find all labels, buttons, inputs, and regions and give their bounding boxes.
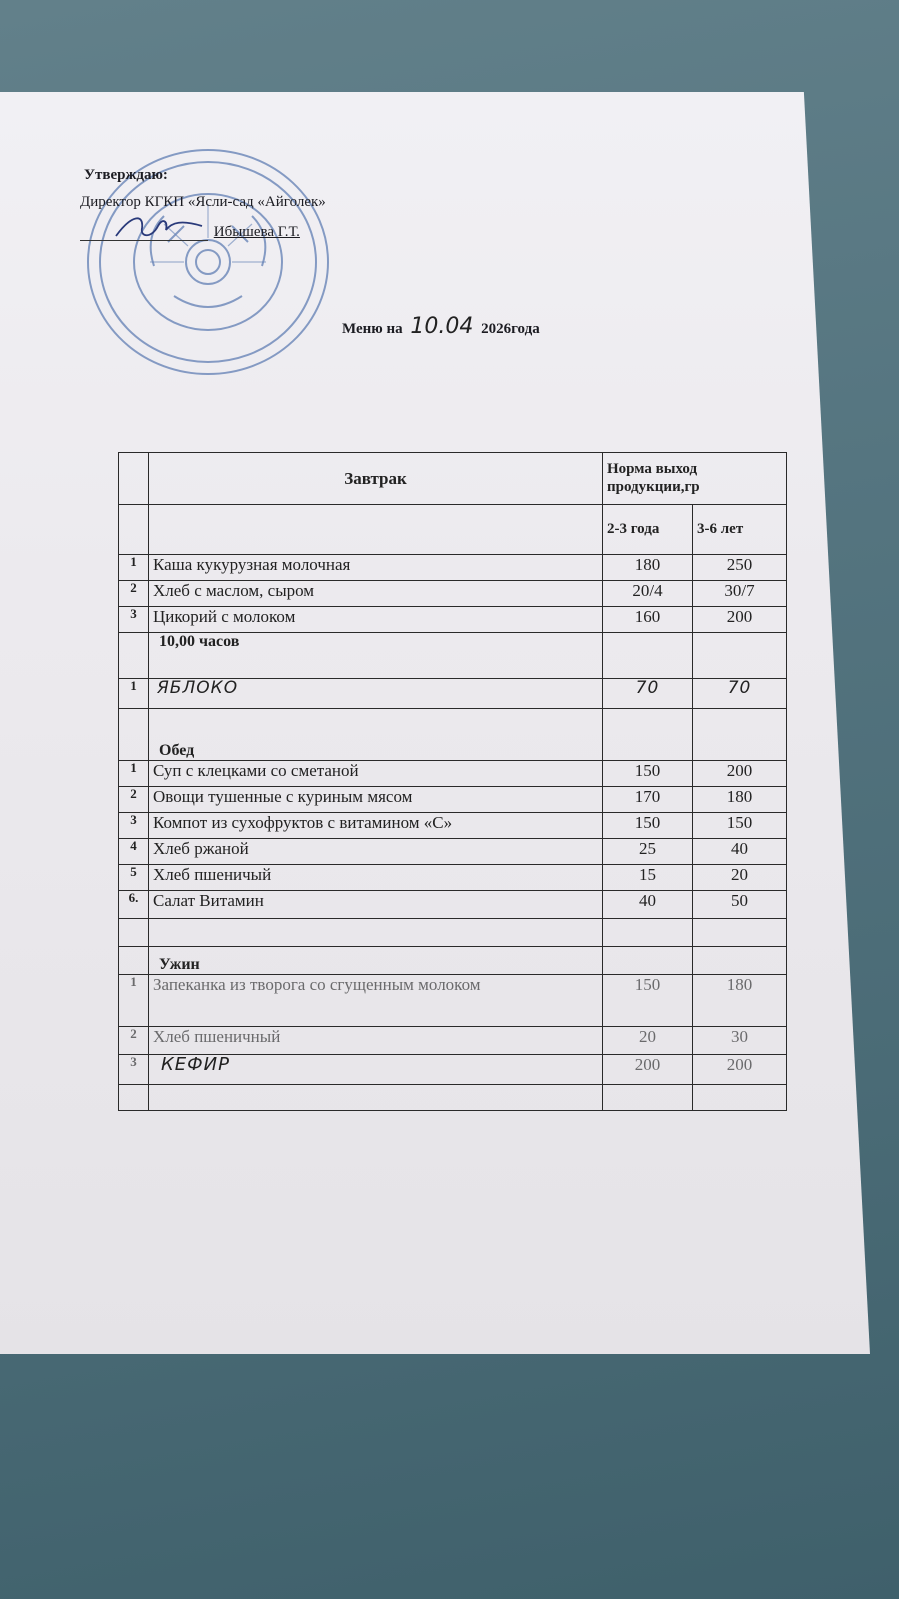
table-row [119, 581, 787, 607]
portion-3-6: 200 [693, 607, 787, 633]
portion-3-6: 20 [693, 865, 787, 891]
table-row [119, 1027, 787, 1055]
empty-cell [693, 633, 787, 679]
portion-2-3: 160 [603, 607, 693, 633]
empty-cell [693, 947, 787, 975]
dish-name: Овощи тушенные с куриным мясом [149, 787, 603, 813]
subheader-empty-name [149, 505, 603, 555]
table-row [119, 975, 787, 1027]
portion-2-3: 40 [603, 891, 693, 919]
empty-cell [119, 919, 149, 947]
menu-date-handwritten: 10.04 [410, 314, 474, 339]
menu-prefix: Меню на [342, 321, 403, 337]
row-number: 2 [119, 787, 149, 813]
portion-3-6: 30 [693, 1027, 787, 1055]
empty-cell [603, 1085, 693, 1111]
portion-3-6: 200 [693, 1055, 787, 1085]
row-number: 2 [119, 1027, 149, 1055]
empty-cell [119, 1085, 149, 1111]
portion-3-6: 150 [693, 813, 787, 839]
dish-name: Хлеб пшеничый [149, 865, 603, 891]
empty-cell [603, 947, 693, 975]
portion-2-3: 200 [603, 1055, 693, 1085]
dinner-section-title: Ужин [149, 947, 603, 975]
dish-name-handwritten: КЕФИР [149, 1055, 603, 1085]
table-row [119, 891, 787, 919]
row-number: 2 [119, 581, 149, 607]
subheader-empty-num [119, 505, 149, 555]
snack-section-title: 10,00 часов [149, 633, 603, 679]
menu-year: 2026года [481, 321, 540, 337]
row-number: 5 [119, 865, 149, 891]
empty-cell [603, 919, 693, 947]
table-row [119, 1055, 787, 1085]
portion-2-3: 70 [603, 679, 693, 709]
age-group-2-3: 2-3 года [603, 505, 693, 555]
row-number: 1 [119, 975, 149, 1027]
portion-2-3: 180 [603, 555, 693, 581]
portion-2-3: 150 [603, 813, 693, 839]
empty-cell [119, 633, 149, 679]
dish-name: Хлеб с маслом, сыром [149, 581, 603, 607]
portion-2-3: 25 [603, 839, 693, 865]
norm-header: Норма выход продукции,гр [603, 453, 787, 505]
row-number: 4 [119, 839, 149, 865]
row-number: 3 [119, 1055, 149, 1085]
dish-name: Хлеб пшеничный [149, 1027, 603, 1055]
portion-2-3: 150 [603, 975, 693, 1027]
empty-cell [693, 919, 787, 947]
row-number: 6. [119, 891, 149, 919]
dish-name: Запеканка из творога со сгущенным молоком [149, 975, 603, 1027]
portion-2-3: 20/4 [603, 581, 693, 607]
portion-2-3: 150 [603, 761, 693, 787]
approve-label: Утверждаю: [84, 167, 168, 183]
table-row [119, 839, 787, 865]
empty-cell [693, 1085, 787, 1111]
signer-name: Ибышева Г.Т. [213, 224, 300, 240]
table-row [119, 787, 787, 813]
portion-3-6: 70 [693, 679, 787, 709]
table-row [119, 679, 787, 709]
empty-cell [603, 633, 693, 679]
director-line: Директор КГКП «Ясли-сад «Айголек» [80, 194, 326, 210]
dish-name: Компот из сухофруктов с витамином «С» [149, 813, 603, 839]
breakfast-header: Завтрак [149, 453, 603, 505]
menu-title [342, 314, 540, 339]
portion-2-3: 20 [603, 1027, 693, 1055]
portion-3-6: 180 [693, 787, 787, 813]
row-number: 1 [119, 761, 149, 787]
row-number: 3 [119, 607, 149, 633]
dish-name: Суп с клецками со сметаной [149, 761, 603, 787]
empty-cell [119, 947, 149, 975]
empty-cell [149, 1085, 603, 1111]
portion-3-6: 30/7 [693, 581, 787, 607]
empty-cell [119, 709, 149, 761]
empty-cell [693, 709, 787, 761]
age-group-3-6: 3-6 лет [693, 505, 787, 555]
row-number: 3 [119, 813, 149, 839]
table-row [119, 761, 787, 787]
row-number: 1 [119, 679, 149, 709]
dish-name: Хлеб ржаной [149, 839, 603, 865]
table-row [119, 813, 787, 839]
empty-cell [603, 709, 693, 761]
table-row [119, 607, 787, 633]
dish-name: Каша кукурузная молочная [149, 555, 603, 581]
row-number: 1 [119, 555, 149, 581]
dish-name-handwritten: ЯБЛОКО [149, 679, 603, 709]
empty-cell [149, 919, 603, 947]
menu-table [118, 452, 787, 1111]
portion-3-6: 250 [693, 555, 787, 581]
lunch-section-title: Обед [149, 709, 603, 761]
table-row [119, 865, 787, 891]
handwritten-signature [112, 208, 212, 244]
portion-3-6: 50 [693, 891, 787, 919]
portion-2-3: 15 [603, 865, 693, 891]
dish-name: Салат Витамин [149, 891, 603, 919]
portion-3-6: 180 [693, 975, 787, 1027]
header-empty-cell [119, 453, 149, 505]
dish-name: Цикорий с молоком [149, 607, 603, 633]
portion-3-6: 40 [693, 839, 787, 865]
portion-3-6: 200 [693, 761, 787, 787]
portion-2-3: 170 [603, 787, 693, 813]
table-row [119, 555, 787, 581]
